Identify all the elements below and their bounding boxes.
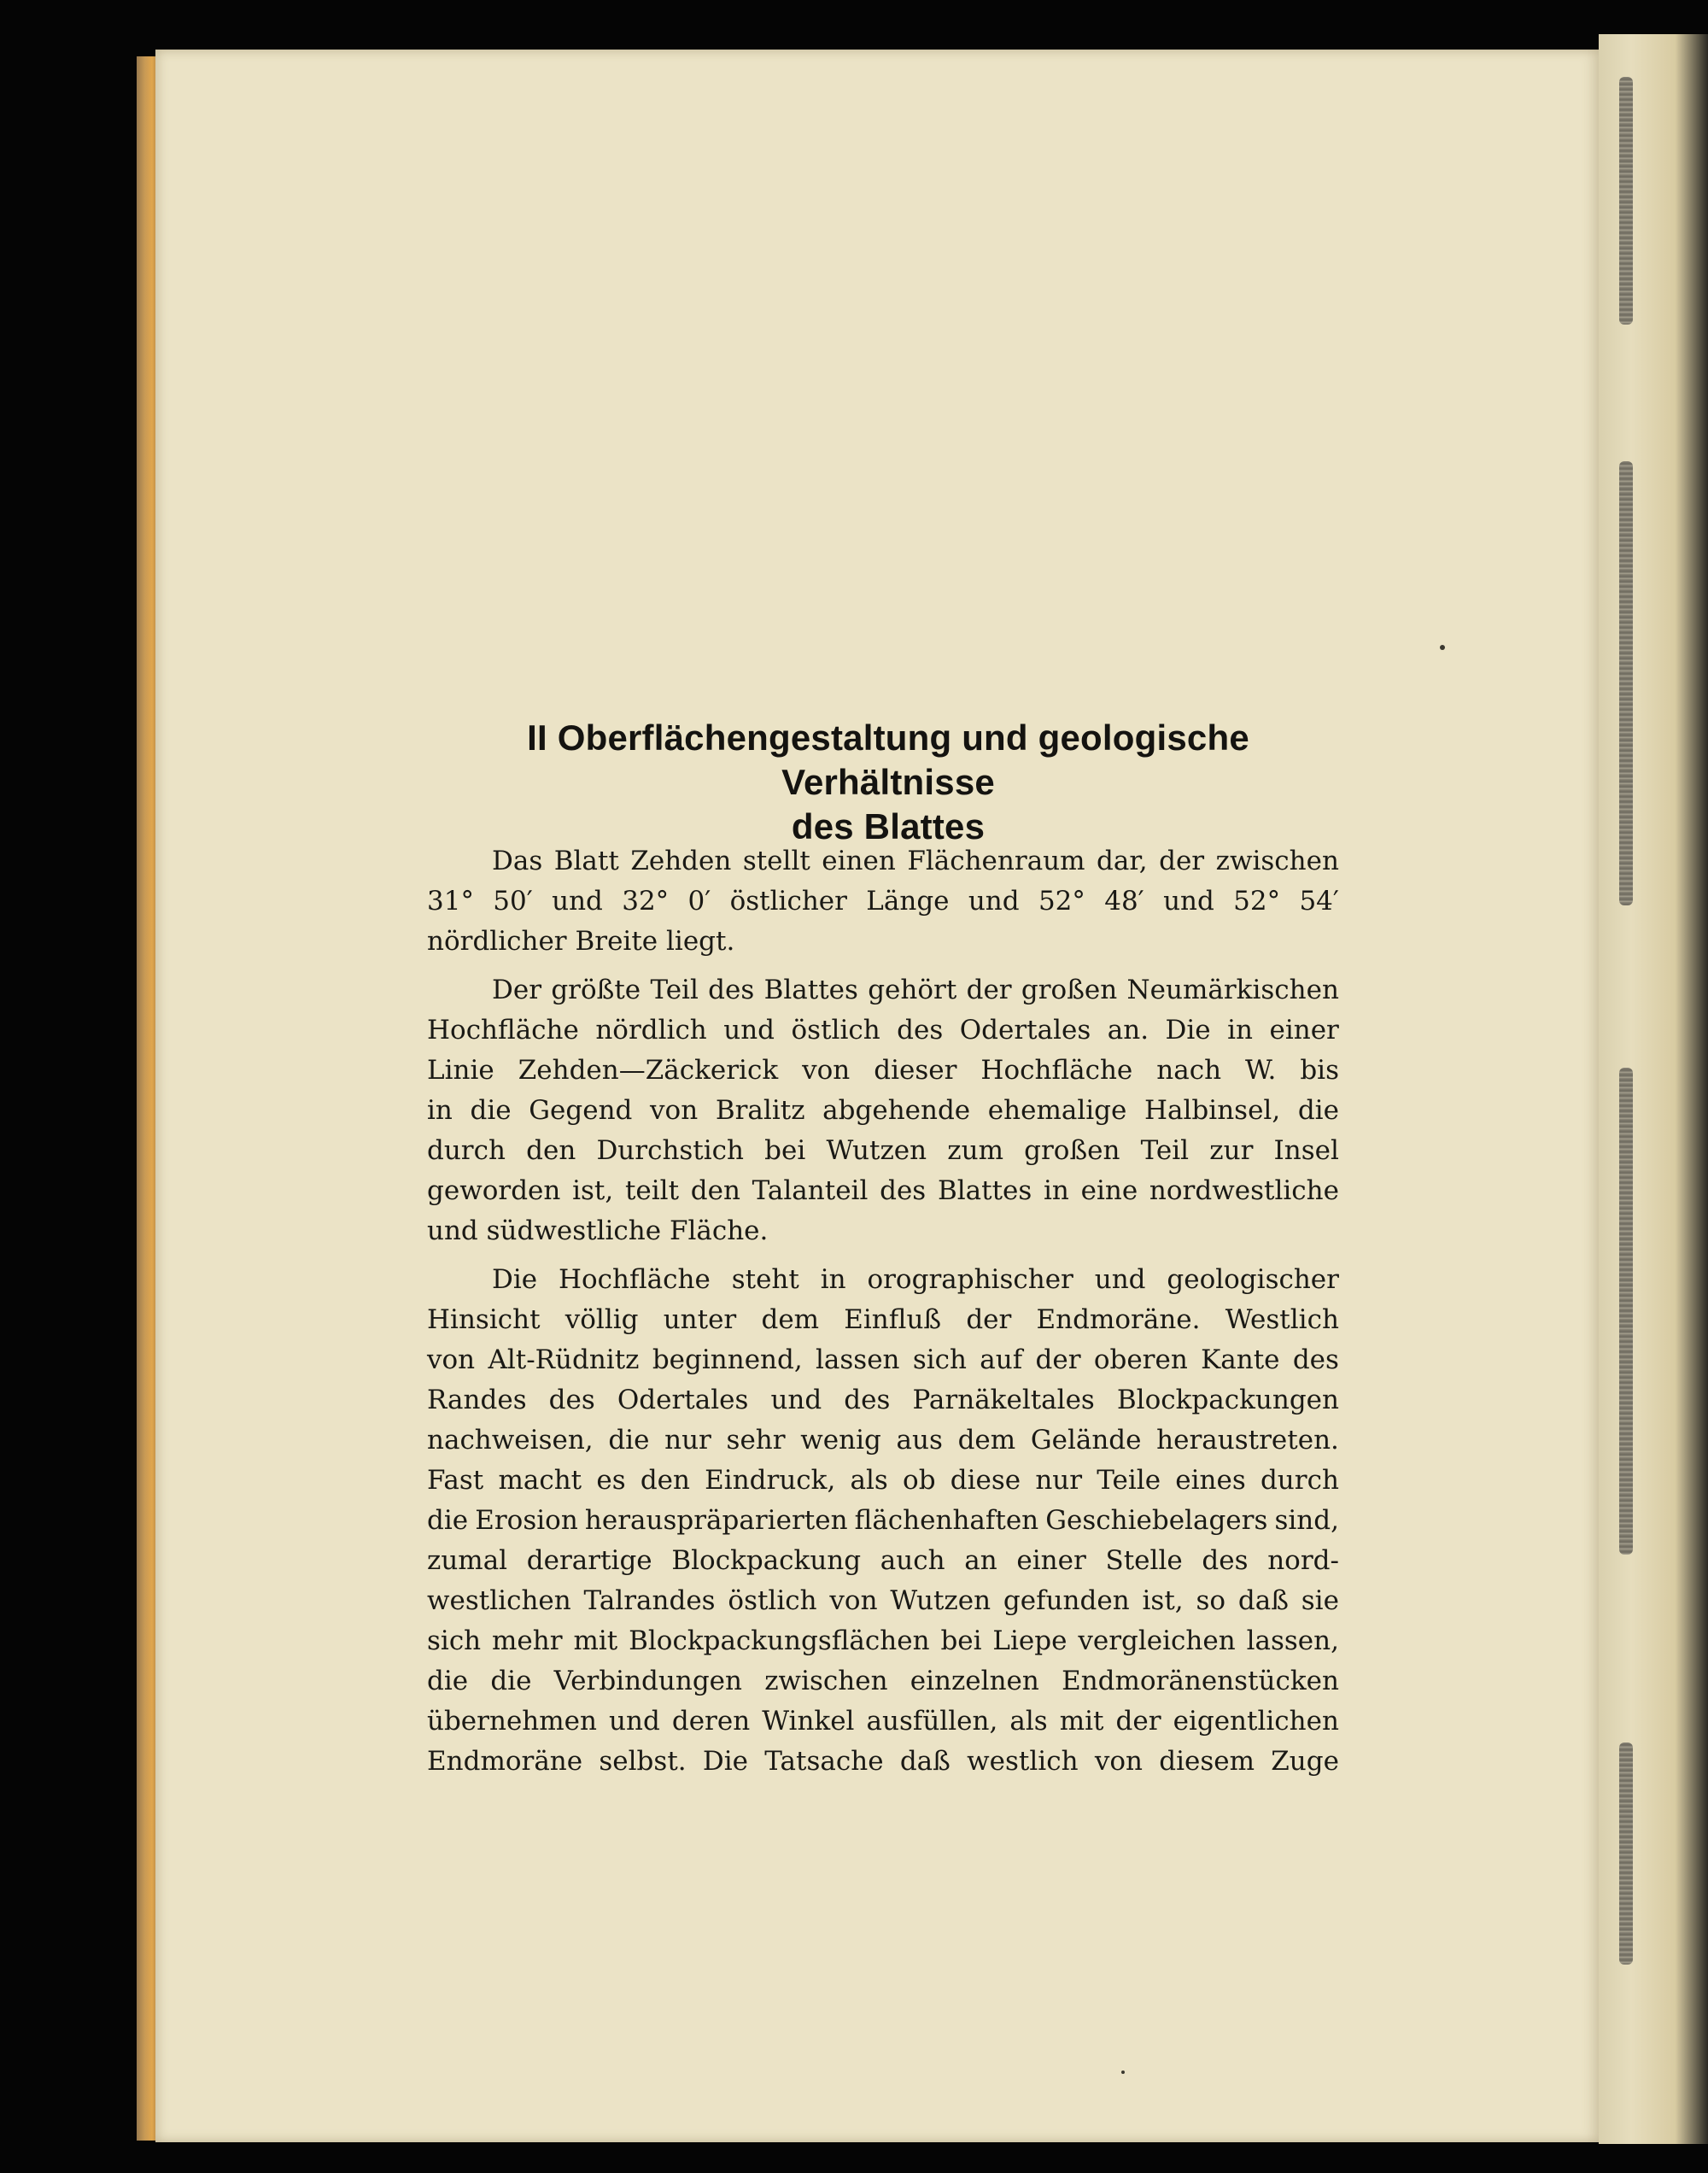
text-word: diesem bbox=[1159, 1746, 1255, 1777]
text-line bbox=[427, 1541, 1339, 1581]
text-word: Wutzen bbox=[826, 1135, 927, 1166]
text-line bbox=[427, 1702, 1339, 1742]
text-line bbox=[427, 1420, 1339, 1461]
text-word: nur bbox=[1035, 1465, 1083, 1496]
text-word: eine bbox=[1080, 1175, 1138, 1206]
text-word: 0′ bbox=[687, 886, 711, 917]
text-word: nord- bbox=[1267, 1545, 1339, 1576]
text-word: und bbox=[609, 1706, 660, 1737]
text-word: dar, bbox=[1097, 846, 1148, 876]
text-word: deren bbox=[671, 1706, 751, 1737]
text-word: geworden bbox=[427, 1175, 561, 1206]
binding-stitch bbox=[1619, 1068, 1633, 1555]
text-word: des bbox=[1292, 1344, 1339, 1375]
text-word: flächenhaften bbox=[854, 1505, 1039, 1536]
text-word: sich bbox=[427, 1625, 482, 1656]
text-word: durch bbox=[427, 1135, 506, 1166]
text-word: steht bbox=[731, 1264, 799, 1295]
text-word: Parnäkeltales bbox=[912, 1385, 1095, 1415]
text-word: Odertales bbox=[617, 1385, 749, 1415]
text-word: aus bbox=[896, 1425, 943, 1456]
section-heading bbox=[444, 716, 1332, 849]
text-word: Wutzen bbox=[890, 1585, 991, 1616]
text-word: auch bbox=[880, 1545, 945, 1576]
text-word: auf bbox=[980, 1344, 1023, 1375]
text-word: diese bbox=[950, 1465, 1021, 1496]
text-word: des bbox=[1202, 1545, 1249, 1576]
text-word: einer bbox=[1269, 1015, 1339, 1046]
text-word: übernehmen bbox=[427, 1706, 597, 1737]
text-word: gehört bbox=[868, 975, 957, 1005]
section-heading-line-1: II Oberflächengestaltung und geologische Verhältnisse bbox=[527, 718, 1249, 802]
text-word: ist, bbox=[1142, 1585, 1184, 1616]
text-word: eines bbox=[1175, 1465, 1246, 1496]
text-word: Liepe bbox=[992, 1625, 1068, 1656]
text-word: und bbox=[723, 1015, 775, 1046]
text-word: so bbox=[1196, 1585, 1226, 1616]
text-word: der bbox=[1035, 1344, 1081, 1375]
text-word: Westlich bbox=[1225, 1304, 1339, 1335]
paragraph-2 bbox=[427, 970, 1339, 1251]
text-word: Bralitz bbox=[715, 1095, 805, 1126]
text-word: nordwestliche bbox=[1149, 1175, 1339, 1206]
text-word: in bbox=[820, 1264, 846, 1295]
book-binding bbox=[1599, 34, 1708, 2144]
text-word: bis bbox=[1300, 1055, 1339, 1086]
text-word: Talanteil bbox=[752, 1175, 869, 1206]
text-word: die bbox=[608, 1425, 650, 1456]
text-word: 50′ bbox=[493, 886, 533, 917]
text-word: von bbox=[650, 1095, 699, 1126]
text-word: 48′ bbox=[1104, 886, 1144, 917]
text-word: zwischen bbox=[764, 1666, 888, 1696]
text-word: Eindruck, bbox=[705, 1465, 836, 1496]
text-word: Hochfläche bbox=[980, 1055, 1133, 1086]
paragraph-1 bbox=[427, 841, 1339, 962]
text-word: W. bbox=[1245, 1055, 1277, 1086]
text-word: vergleichen bbox=[1078, 1625, 1236, 1656]
text-word: heraustreten. bbox=[1156, 1425, 1339, 1456]
text-word: Endmoräne bbox=[427, 1746, 583, 1777]
text-word: Teil bbox=[1140, 1135, 1190, 1166]
text-word: Blockpackungsflächen bbox=[629, 1625, 930, 1656]
text-word: der bbox=[1115, 1706, 1161, 1737]
text-word: daß bbox=[899, 1746, 951, 1777]
text-word: beginnend, bbox=[652, 1344, 803, 1375]
text-word: dem bbox=[957, 1425, 1016, 1456]
text-word: mit bbox=[573, 1625, 618, 1656]
text-word: Halbinsel, bbox=[1144, 1095, 1281, 1126]
text-word: Die bbox=[702, 1746, 749, 1777]
text-word: lassen bbox=[816, 1344, 900, 1375]
text-word: nach bbox=[1156, 1055, 1222, 1086]
text-word: östlicher bbox=[729, 886, 847, 917]
text-word: 32° bbox=[622, 886, 670, 917]
text-line bbox=[427, 1131, 1339, 1171]
text-word: der bbox=[966, 975, 1012, 1005]
text-word: östlich bbox=[791, 1015, 880, 1046]
text-word: Flächenraum bbox=[907, 846, 1085, 876]
text-word: Randes bbox=[427, 1385, 527, 1415]
text-word: Verbindungen bbox=[553, 1666, 742, 1696]
book-cover-edge bbox=[137, 56, 157, 2141]
text-word: Einfluß bbox=[844, 1304, 942, 1335]
text-word: großen bbox=[1024, 1135, 1120, 1166]
text-word: Das bbox=[492, 846, 543, 876]
text-line bbox=[427, 1742, 1339, 1782]
text-word: den bbox=[690, 1175, 740, 1206]
text-word: östlich bbox=[728, 1585, 817, 1616]
text-word: Zehden bbox=[630, 846, 732, 876]
text-word: Neumärkischen bbox=[1126, 975, 1339, 1005]
text-word: Odertales bbox=[959, 1015, 1091, 1046]
text-word: großen bbox=[1021, 975, 1118, 1005]
text-word: größte bbox=[551, 975, 641, 1005]
paragraph-3 bbox=[427, 1260, 1339, 1782]
text-word: die bbox=[427, 1666, 469, 1696]
text-line bbox=[427, 1621, 1339, 1661]
text-line: nördlicher Breite liegt. bbox=[427, 926, 735, 957]
text-word: ist, bbox=[572, 1175, 614, 1206]
text-word: ausfüllen, bbox=[866, 1706, 998, 1737]
text-word: an. bbox=[1107, 1015, 1149, 1046]
text-word: Zuge bbox=[1271, 1746, 1339, 1777]
text-word: macht bbox=[498, 1465, 582, 1496]
text-word: unter bbox=[663, 1304, 737, 1335]
text-word: Der bbox=[492, 975, 542, 1005]
text-word: Die bbox=[1165, 1015, 1211, 1046]
text-line bbox=[427, 1501, 1339, 1541]
text-line bbox=[427, 1010, 1339, 1051]
binding-stitch bbox=[1619, 461, 1633, 905]
text-word: als bbox=[850, 1465, 888, 1496]
paper-speck bbox=[1440, 645, 1445, 650]
text-line bbox=[427, 1051, 1339, 1091]
text-word: Kante bbox=[1201, 1344, 1280, 1375]
text-word: Blattes bbox=[937, 1175, 1032, 1206]
text-word: Insel bbox=[1273, 1135, 1339, 1166]
text-word: lassen, bbox=[1246, 1625, 1339, 1656]
text-word: Zehden—Zäckerick bbox=[518, 1055, 779, 1086]
text-word: der bbox=[966, 1304, 1012, 1335]
text-word: die bbox=[490, 1666, 532, 1696]
text-word: den bbox=[640, 1465, 690, 1496]
text-word: Talrandes bbox=[583, 1585, 716, 1616]
text-word: der bbox=[1159, 846, 1205, 876]
text-word: mehr bbox=[492, 1625, 563, 1656]
text-word: an bbox=[964, 1545, 997, 1576]
text-word: 31° bbox=[427, 886, 474, 917]
text-word: von bbox=[829, 1585, 878, 1616]
text-word: durch bbox=[1260, 1465, 1339, 1496]
text-word: nördlich bbox=[595, 1015, 707, 1046]
text-word: völlig bbox=[564, 1304, 639, 1335]
text-word: von bbox=[1094, 1746, 1143, 1777]
paper-speck bbox=[1121, 2070, 1125, 2074]
text-word: die bbox=[1297, 1095, 1339, 1126]
text-line bbox=[427, 1300, 1339, 1340]
text-word: mit bbox=[1059, 1706, 1104, 1737]
text-word: herauspräparierten bbox=[584, 1505, 848, 1536]
text-word: in bbox=[427, 1095, 453, 1126]
text-word: bei bbox=[940, 1625, 982, 1656]
text-word: einen bbox=[822, 846, 896, 876]
text-word: Endmoräne. bbox=[1036, 1304, 1201, 1335]
text-word: stellt bbox=[742, 846, 810, 876]
text-line bbox=[427, 1171, 1339, 1211]
text-word: nachweisen, bbox=[427, 1425, 594, 1456]
text-word: die bbox=[470, 1095, 512, 1126]
text-word: und bbox=[1163, 886, 1214, 917]
text-word: nur bbox=[664, 1425, 711, 1456]
text-word: ob bbox=[903, 1465, 936, 1496]
text-word: sehr bbox=[726, 1425, 786, 1456]
text-word: 52° bbox=[1233, 886, 1281, 917]
text-line: und südwestliche Fläche. bbox=[427, 1215, 769, 1246]
text-word: und bbox=[552, 886, 603, 917]
binding-stitch bbox=[1619, 1742, 1633, 1965]
text-line bbox=[427, 1260, 1339, 1300]
text-line bbox=[427, 841, 1339, 882]
text-word: des bbox=[548, 1385, 595, 1415]
text-line bbox=[427, 1091, 1339, 1131]
text-line bbox=[427, 1661, 1339, 1702]
text-word: als bbox=[1009, 1706, 1048, 1737]
text-word: des bbox=[880, 1175, 927, 1206]
text-word: Linie bbox=[427, 1055, 494, 1086]
text-word: Tatsache bbox=[764, 1746, 884, 1777]
text-word: des bbox=[897, 1015, 944, 1046]
text-word: Gelände bbox=[1030, 1425, 1142, 1456]
text-word: wenig bbox=[800, 1425, 881, 1456]
text-line bbox=[427, 1581, 1339, 1621]
text-word: bei bbox=[764, 1135, 806, 1166]
text-word: die bbox=[427, 1505, 469, 1536]
text-word: Die bbox=[492, 1264, 538, 1295]
text-word: 54′ bbox=[1299, 886, 1339, 917]
text-word: den bbox=[526, 1135, 576, 1166]
text-word: Erosion bbox=[475, 1505, 578, 1536]
text-word: zum bbox=[947, 1135, 1003, 1166]
text-word: dem bbox=[761, 1304, 820, 1335]
text-word: Teil bbox=[650, 975, 699, 1005]
text-word: es bbox=[596, 1465, 626, 1496]
text-word: zur bbox=[1209, 1135, 1254, 1166]
text-word: Länge bbox=[866, 886, 950, 917]
text-word: westlich bbox=[967, 1746, 1079, 1777]
text-word: Hochfläche bbox=[558, 1264, 711, 1295]
binding-stitch bbox=[1619, 77, 1633, 325]
text-word: des bbox=[708, 975, 755, 1005]
text-word: Hochfläche bbox=[427, 1015, 579, 1046]
text-word: von bbox=[802, 1055, 851, 1086]
text-line bbox=[427, 882, 1339, 922]
text-word: ehemalige bbox=[987, 1095, 1127, 1126]
text-word: Endmoränenstücken bbox=[1062, 1666, 1339, 1696]
text-word: einer bbox=[1016, 1545, 1086, 1576]
text-word: zwischen bbox=[1215, 846, 1339, 876]
text-word: Blatt bbox=[553, 846, 619, 876]
section-heading-line-2: des Blattes bbox=[791, 806, 986, 846]
text-line bbox=[427, 1340, 1339, 1380]
text-word: Teile bbox=[1097, 1465, 1161, 1496]
text-word: Blattes bbox=[763, 975, 858, 1005]
text-word: selbst. bbox=[599, 1746, 687, 1777]
text-word: des bbox=[844, 1385, 891, 1415]
text-line bbox=[427, 1380, 1339, 1420]
text-line bbox=[427, 1461, 1339, 1501]
text-word: gefunden bbox=[1003, 1585, 1130, 1616]
text-word: Durchstich bbox=[596, 1135, 745, 1166]
text-word: Hinsicht bbox=[427, 1304, 541, 1335]
text-word: und bbox=[1094, 1264, 1146, 1295]
text-word: sich bbox=[912, 1344, 967, 1375]
text-word: in bbox=[1044, 1175, 1069, 1206]
text-word: Gegend bbox=[529, 1095, 633, 1126]
text-word: abgehende bbox=[822, 1095, 971, 1126]
text-word: Blockpackung bbox=[671, 1545, 862, 1576]
body-text bbox=[427, 841, 1339, 1790]
text-word: daß bbox=[1237, 1585, 1289, 1616]
text-word: dieser bbox=[874, 1055, 957, 1086]
text-word: teilt bbox=[624, 1175, 680, 1206]
text-word: orographischer bbox=[867, 1264, 1073, 1295]
text-word: Fast bbox=[427, 1465, 484, 1496]
text-word: oberen bbox=[1093, 1344, 1188, 1375]
text-word: 52° bbox=[1038, 886, 1085, 917]
text-word: eigentlichen bbox=[1173, 1706, 1339, 1737]
text-word: geologischer bbox=[1167, 1264, 1339, 1295]
text-word: und bbox=[770, 1385, 822, 1415]
text-word: von bbox=[427, 1344, 476, 1375]
text-word: sie bbox=[1301, 1585, 1339, 1616]
text-word: Stelle bbox=[1105, 1545, 1183, 1576]
text-word: einzelnen bbox=[910, 1666, 1039, 1696]
text-word: in bbox=[1227, 1015, 1254, 1046]
text-line bbox=[427, 970, 1339, 1010]
text-word: Alt-Rüdnitz bbox=[488, 1344, 640, 1375]
text-word: zumal bbox=[427, 1545, 508, 1576]
text-word: derartige bbox=[526, 1545, 652, 1576]
text-word: Geschiebelagers bbox=[1045, 1505, 1268, 1536]
text-word: Winkel bbox=[762, 1706, 855, 1737]
text-word: sind, bbox=[1274, 1505, 1339, 1536]
text-word: westlichen bbox=[427, 1585, 571, 1616]
text-word: Blockpackungen bbox=[1116, 1385, 1339, 1415]
text-word: und bbox=[968, 886, 1020, 917]
